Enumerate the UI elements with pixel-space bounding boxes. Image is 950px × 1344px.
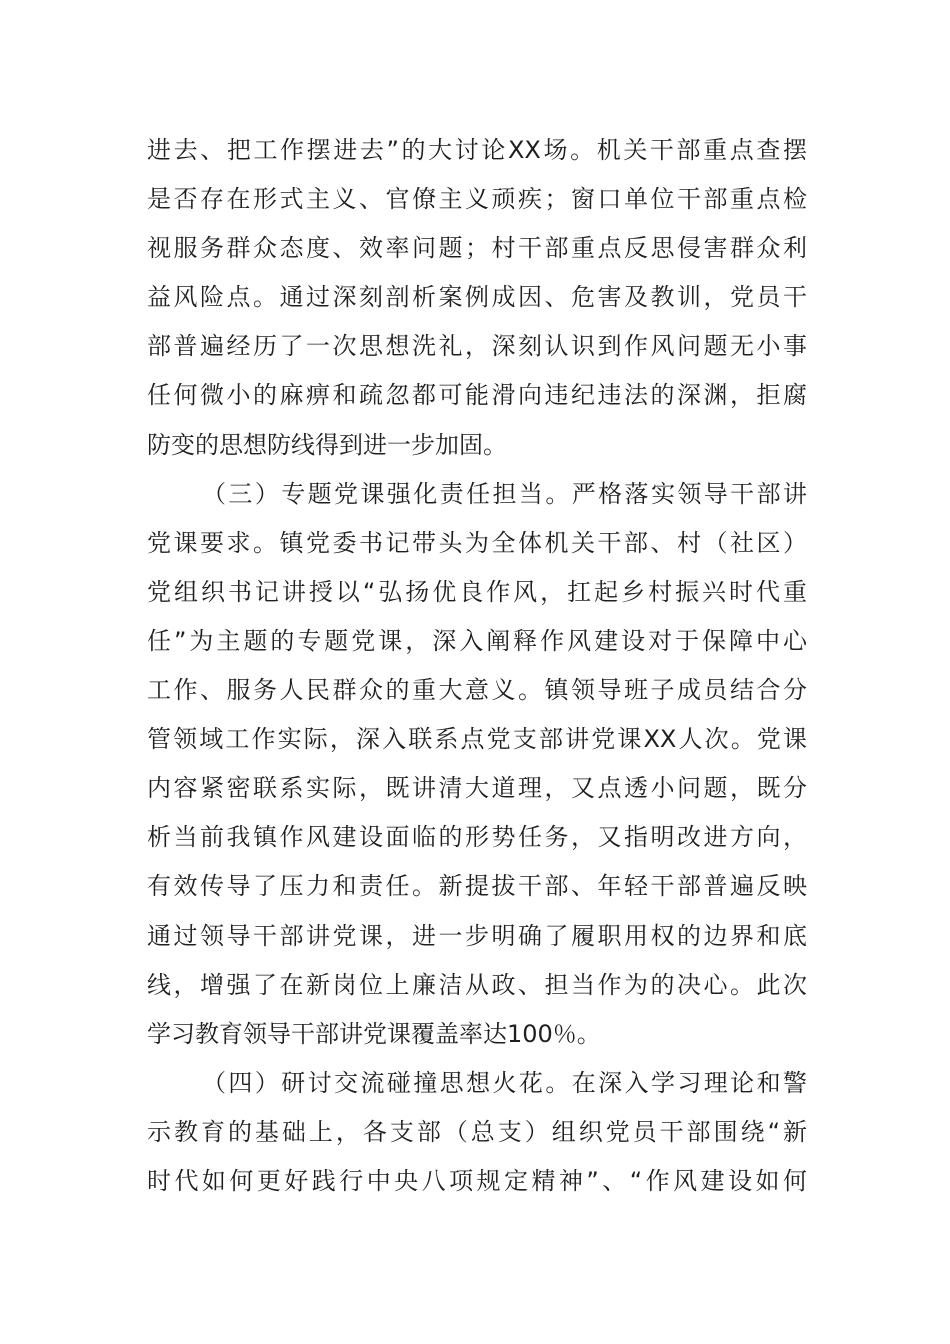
text-line: 时代如何更好践行中央八项规定精神”、“作风建设如何 — [147, 1166, 807, 1195]
text-line: 任何微小的麻痹和疏忽都可能滑向违纪违法的深渊，拒腐 — [147, 381, 807, 410]
text-line: 管领域工作实际，深入联系点党支部讲党课XX人次。党课 — [147, 725, 807, 754]
text-line: 益风险点。通过深刻剖析案例成因、危害及教训，党员干 — [147, 283, 807, 312]
text-line: 通过领导干部讲党课，进一步明确了履职用权的边界和底 — [147, 921, 807, 950]
text-line: 党组织书记讲授以“弘扬优良作风，扛起乡村振兴时代重 — [147, 577, 807, 606]
text-line: 部普遍经历了一次思想洗礼，深刻认识到作风问题无小事 — [147, 332, 807, 361]
text-line: 学习教育领导干部讲党课覆盖率达100％。 — [147, 1019, 601, 1048]
text-line: 示教育的基础上，各支部（总支）组织党员干部围绕“新 — [147, 1117, 807, 1146]
text-line: 是否存在形式主义、官僚主义顽疾；窗口单位干部重点检 — [147, 185, 807, 214]
text-line: 防变的思想防线得到进一步加固。 — [147, 430, 507, 459]
section-heading-line: （四）研讨交流碰撞思想火花。在深入学习理论和警 — [202, 1068, 807, 1097]
text-line: 工作、服务人民群众的重大意义。镇领导班子成员结合分 — [147, 676, 807, 705]
text-line: 析当前我镇作风建设面临的形势任务，又指明改进方向， — [147, 823, 807, 852]
text-line: 视服务群众态度、效率问题；村干部重点反思侵害群众利 — [147, 234, 807, 263]
section-heading-line: （三）专题党课强化责任担当。严格落实领导干部讲 — [202, 479, 807, 508]
text-line: 任”为主题的专题党课，深入阐释作风建设对于保障中心 — [147, 626, 807, 655]
text-line: 党课要求。镇党委书记带头为全体机关干部、村（社区） — [147, 528, 807, 557]
text-line: 进去、把工作摆进去”的大讨论XX场。机关干部重点查摆 — [147, 136, 807, 164]
text-line: 内容紧密联系实际，既讲清大道理，又点透小问题，既分 — [147, 774, 807, 803]
text-line: 有效传导了压力和责任。新提拔干部、年轻干部普遍反映 — [147, 872, 807, 901]
text-line: 线，增强了在新岗位上廉洁从政、担当作为的决心。此次 — [147, 970, 807, 999]
body-text — [147, 126, 807, 1206]
